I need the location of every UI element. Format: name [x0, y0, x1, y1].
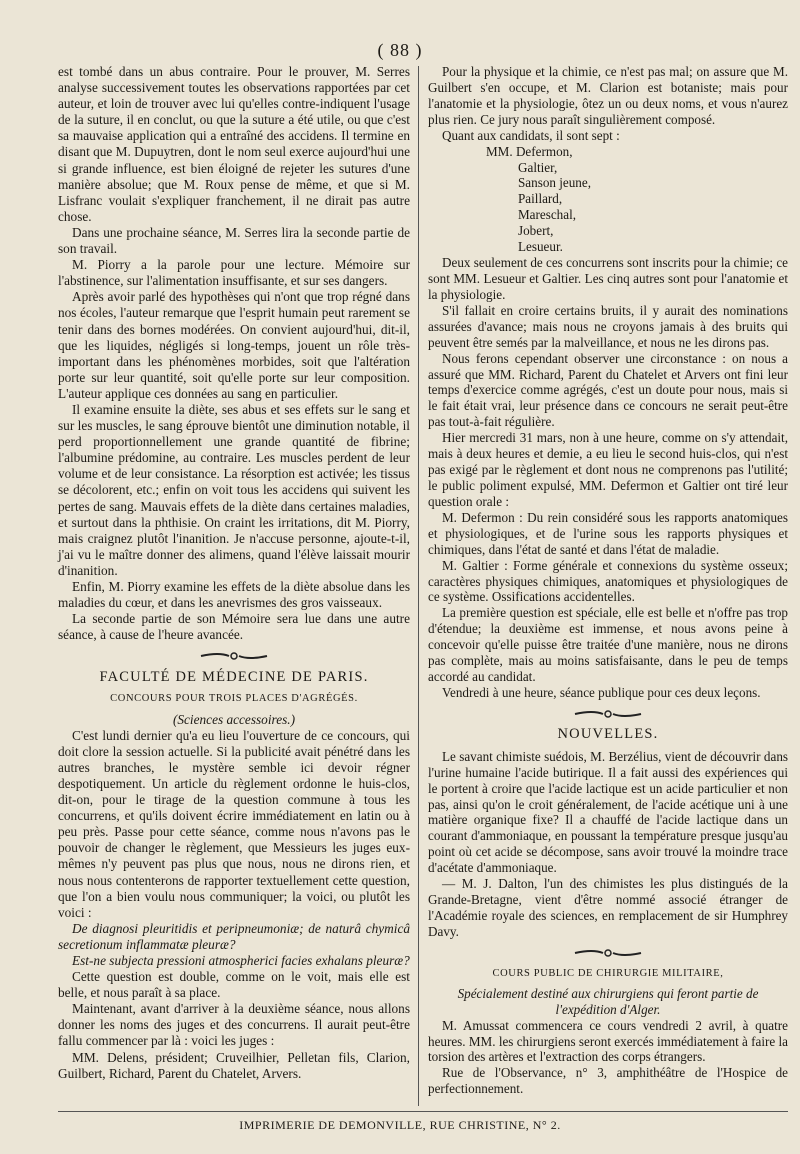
paragraph: S'il fallait en croire certains bruits, il y aurait des nominations assurées d'avance; mais nous ne croyons jamais à des bruits qui peuvent être semés par la malveillance, et nous ne les dirons pas.: [428, 302, 788, 350]
section-label: (Sciences accessoires.): [172, 711, 296, 727]
section-heading: FACULTÉ DE MÉDECINE DE PARIS.: [99, 669, 369, 686]
paragraph: C'est lundi dernier qu'a eu lieu l'ouverture de ce concours, qui doit clore la session actuelle. Si la publicité avait pénétré dans les autres branches, le mystère semble ici devoir régner despotiquement. Un article du règlement ordonne le huis-clos, dit-on, pour le tirage de la question commune à tous les concurrens, et qu'ils doivent écrire immédiatement en latin ou à peu près. Passe pour cette séance, comme nous n'avons pas le pouvoir de changer le règlement, que Messieurs les juges eux-mêmes n'y peuvent pas plus que nous, nous ne dirons rien, et nous nous contenterons de rapporter textuellement cette question, que l'on a bien voulu nous communiquer; la voici, ou plutôt les voici :: [58, 727, 410, 920]
left-column: [58, 64, 410, 1082]
paragraph: Enfin, M. Piorry examine les effets de la diète absolue dans les maladies du cœur, et dans les anevrismes des gros vaisseaux.: [58, 579, 410, 611]
paragraph: Nous ferons cependant observer une circonstance : on nous a assuré que MM. Richard, Parent du Chatelet et Arvers ont fini leur temps d'exercice comme agrégés, c'est un doute pour nous, mais si le fait était vrai, leur présence dans ce concours ne serait peut-être pas tout-à-fait régulière.: [428, 350, 788, 430]
paragraph: M. Defermon : Du rein considéré sous les rapports anatomiques et physiologiques, et de l'urine sous les rapports physiques et chimiques, dans l'état de santé et dans l'état de maladie.: [428, 509, 788, 557]
question-text: Est-ne subjecta pressioni atmospherici facies exhalans pleuræ?: [72, 952, 410, 968]
candidate-item: Galtier,: [518, 159, 558, 175]
section-subheading: COURS PUBLIC DE CHIRURGIE MILITAIRE,: [492, 967, 724, 979]
section-subheading: CONCOURS POUR TROIS PLACES D'AGRÉGÉS.: [110, 693, 358, 705]
paragraph: — M. J. Dalton, l'un des chimistes les plus distingués de la Grande-Bretagne, vient d'être nommé associé étranger de l'Académie royale des sciences, en remplacement de sir Humphrey Davy.: [428, 876, 788, 939]
paragraph: La seconde partie de son Mémoire sera lue dans une autre séance, à cause de l'heure avancée.: [58, 611, 410, 643]
paragraph: Maintenant, avant d'arriver à la deuxième séance, nous allons donner les noms des juges et des concurrens. Il aurait peut-être fallu commencer par là : voici les juges :: [58, 1001, 410, 1049]
paragraph: M. Galtier : Forme générale et connexions du système osseux; caractères physiques chimiques, anatomiques et physiologiques de ce système. Ossifications accidentelles.: [428, 557, 788, 605]
paragraph: M. Amussat commencera ce cours vendredi 2 avril, à quatre heures. MM. les chirurgiens seront exercés immédiatement à faire la torsion des artères et l'extraction des corps étrangers.: [428, 1017, 788, 1065]
candidate-item: MM. Defermon,: [486, 143, 573, 159]
paragraph: Après avoir parlé des hypothèses qui n'ont que trop régné dans nos écoles, l'auteur remarque que l'esprit humain peut rarement se tenir dans des bornes modérées. On convient aujourd'hui, dit-il, que les liquides, négligés si long-temps, jouent un rôle très-important dans les phénomènes morbides, soit que l'altération porte sur leur quantité, soit qu'elle porte sur leur composition. L'auteur applique ces données au sang en particulier.: [58, 289, 410, 401]
paragraph: MM. Delens, président; Cruveilhier, Pelletan fils, Clarion, Guilbert, Richard, Parent du Chatelet, Arvers.: [58, 1049, 410, 1081]
ornament-divider: [199, 651, 269, 661]
paragraph: Deux seulement de ces concurrens sont inscrits pour la chimie; ce sont MM. Lesueur et Galtier. Les cinq autres sont pour l'anatomie et la physiologie.: [428, 255, 788, 302]
candidate-item: Sanson jeune,: [518, 175, 591, 191]
paragraph: Dans une prochaine séance, M. Serres lira la seconde partie de son travail.: [58, 224, 410, 257]
paragraph: Il examine ensuite la diète, ses abus et ses effets sur le sang et sur les muscles, le sang éprouve bientôt une diminution notable, il perd proportionnellement une grande quantité de fibrine; l'albumine prédomine, au contraire. Les muscles perdent de leur volume et de leur consistance. La résorption est activée; les tissus se décolorent, etc.; enfin on voit tous les accidens qui suivent les pertes de sang. Mauvais effets de la diète dans certaines maladies, et surtout dans la phthisie. On craint les irritations, dit M. Piorry, mais craignez plutôt l'inanition. Je n'accuse personne, ajoute-t-il, j'ai vu le maître donner des alimens, quand l'élève laissait mourir d'inanition.: [58, 401, 410, 578]
ornament-divider: [573, 709, 643, 719]
section-subtitle: Spécialement destiné aux chirurgiens qui feront partie de l'expédition d'Alger.: [457, 985, 759, 1017]
candidate-item: Mareschal,: [518, 207, 577, 223]
question-text: De diagnosi pleuritidis et peripneumoniæ; de naturâ chymicâ secretionum inflammatæ pleuræ?: [58, 920, 410, 952]
candidate-item: Lesueur.: [518, 239, 563, 255]
paragraph: La première question est spéciale, elle est belle et n'offre pas trop d'étendue; la deuxième est immense, et nous avons peine à concevoir qu'elle puisse être traitée d'une manière, nous ne dirons pas complète, mais au moins satisfaisante, dans le peu de temps accordé au candidat.: [428, 605, 788, 685]
paragraph: Quant aux candidats, il sont sept :: [442, 127, 620, 143]
right-column: [428, 64, 788, 1097]
footer-rule: [58, 1111, 788, 1112]
page-number: ( 88 ): [377, 40, 423, 60]
column-divider: [418, 66, 419, 1106]
printer-imprint: IMPRIMERIE DE DEMONVILLE, RUE CHRISTINE, N° 2.: [239, 1118, 561, 1132]
paragraph: Pour la physique et la chimie, ce n'est pas mal; on assure que M. Guilbert s'en occupe, et M. Clarion est botaniste; mais pour l'anatomie et la physiologie, ôtez un ou deux noms, et vous n'aurez plus rien. Ce jury nous paraît singulièrement composé.: [428, 64, 788, 127]
ornament-divider: [573, 948, 643, 958]
paragraph: Cette question est double, comme on le voit, mais elle est belle, et nous paraît à sa place.: [58, 969, 410, 1001]
paragraph: Vendredi à une heure, séance publique pour ces deux leçons.: [442, 684, 761, 700]
candidate-item: Jobert,: [518, 223, 554, 239]
paragraph: M. Piorry a la parole pour une lecture. Mémoire sur l'abstinence, sur l'alimentation insuffisante, et sur ses dangers.: [58, 257, 410, 289]
paragraph: est tombé dans un abus contraire. Pour le prouver, M. Serres analyse successivement toutes les observations rapportées par cet auteur, et loin de trouver avec lui qu'elles contre-indiquent l'usage de la suture, il en conclut, ou que la suture a été utile, ou que c'est sa mauvaise application qui a entraîné des accidens. Il termine en disant que M. Dupuytren, dont le nom seul exerce aujourd'hui une si grande influence, est bien éloigné de rejeter les sutures d'une manière absolue; que M. Roux pense de même, et que si M. Lisfranc voulait s'expliquer franchement, il ne dirait pas autre chose.: [58, 64, 410, 224]
paragraph: Le savant chimiste suédois, M. Berzélius, vient de découvrir dans l'urine humaine l'acide butirique. Il a fait aussi des expériences qui le portent à croire que l'acide lactique est un acide particulier et non pas, ainsi qu'on le croit généralement, de l'acide acétique uni à une matière organique fixe? Il a chauffé de l'acide lactique dans un courant d'ammoniaque, en poussant la température presque jusqu'au point où cet acide se décompose, sans avoir trouvé la moindre trace d'acétate d'ammoniaque.: [428, 748, 788, 876]
paragraph: Rue de l'Observance, n° 3, amphithéâtre de l'Hospice de perfectionnement.: [428, 1065, 788, 1097]
section-heading: NOUVELLES.: [557, 725, 659, 742]
candidate-item: Paillard,: [518, 191, 563, 207]
paragraph: Hier mercredi 31 mars, non à une heure, comme on s'y attendait, mais à deux heures et demie, a eu lieu le second huis-clos, qui n'est pas exigé par le règlement et dont nous ne comprenons pas l'utilité; le public poliment expulsé, MM. Defermon et Galtier ont tiré leur question orale :: [428, 430, 788, 509]
